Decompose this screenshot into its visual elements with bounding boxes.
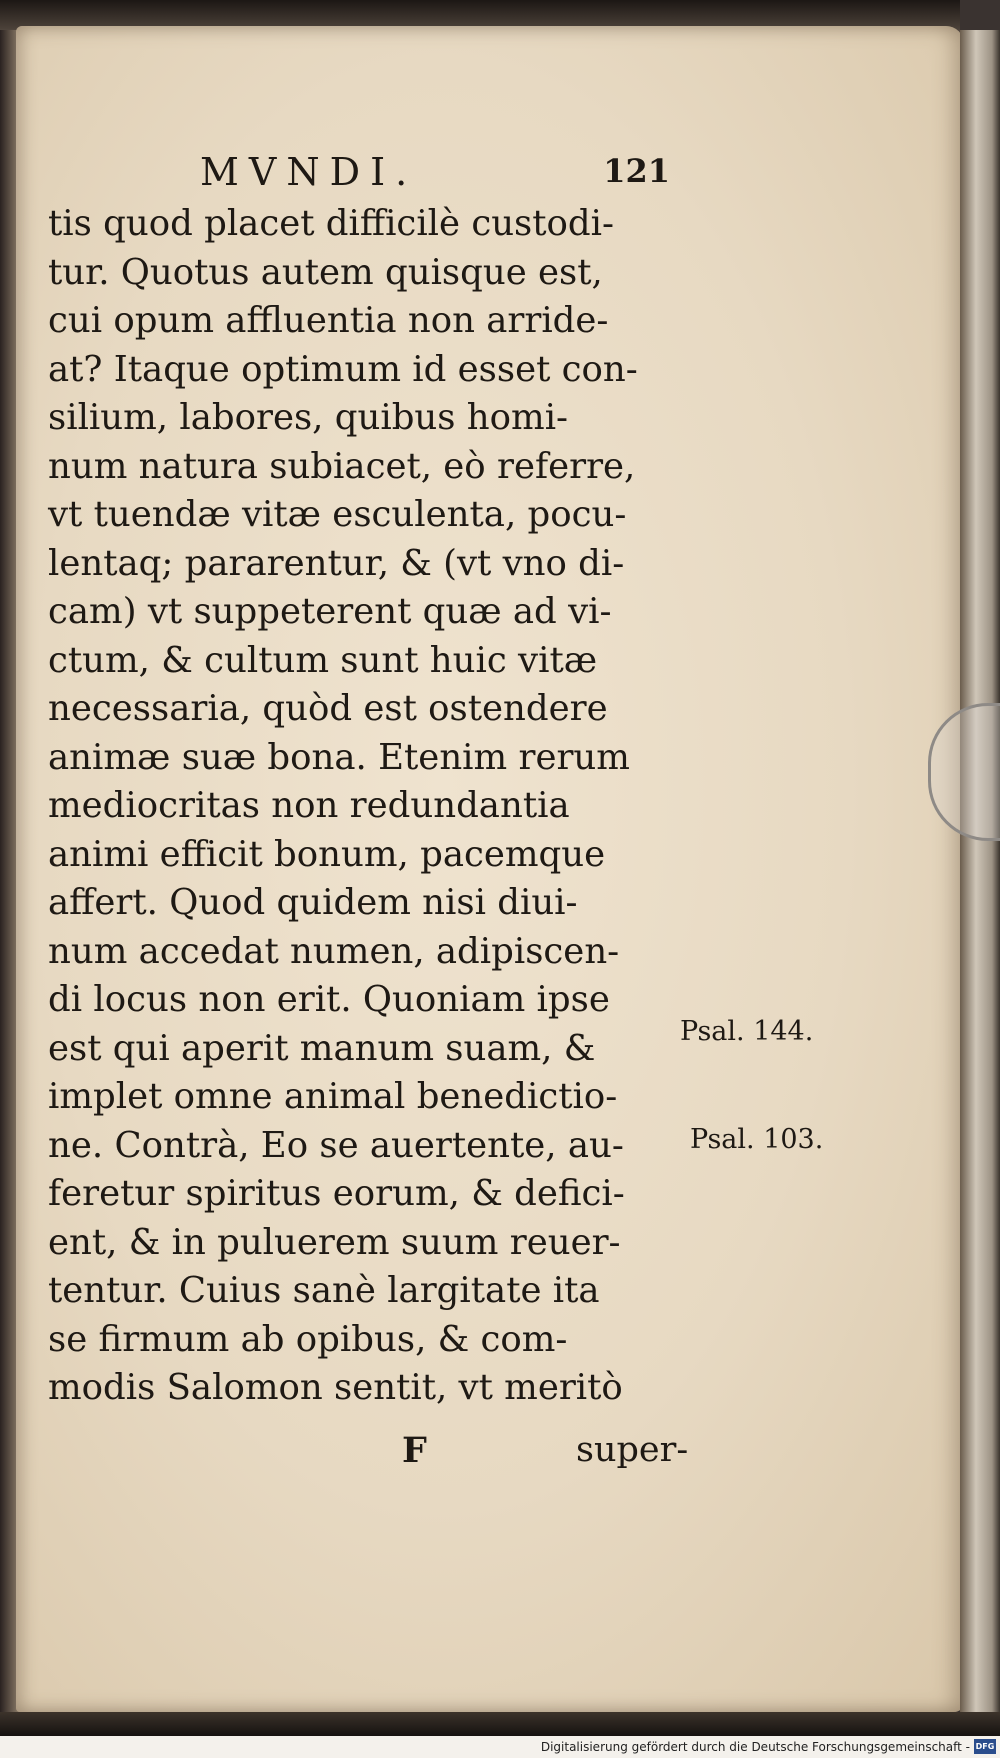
book-right-edge	[960, 30, 1000, 1730]
text-line: lentaq; pararentur, & (vt vno di-	[48, 542, 625, 584]
text-line: ne. Contrà, Eo se auertente, au-	[48, 1124, 624, 1166]
margin-note-psalm-103: Psal. 103.	[690, 1124, 824, 1155]
digitization-credit: Digitalisierung gefördert durch die Deutsche Forschungsgemeinschaft -	[540, 1740, 970, 1754]
page-number: 121	[603, 152, 670, 190]
text-line: animæ suæ bona. Etenim rerum	[48, 736, 630, 778]
text-line: se firmum ab opibus, & com-	[48, 1318, 568, 1360]
text-line: animi efficit bonum, pacemque	[48, 833, 606, 875]
text-line: num accedat numen, adipiscen-	[48, 930, 620, 972]
text-line: feretur spiritus eorum, & defici-	[48, 1173, 625, 1214]
text-line: tis quod placet difficilè custodi-	[48, 203, 614, 244]
text-line: ctum, & cultum sunt huic vitæ	[48, 639, 598, 681]
dfg-logo-icon: DFG	[974, 1739, 996, 1754]
text-line: num natura subiacet, eò referre,	[48, 445, 636, 487]
text-line: modis Salomon sentit, vt meritò	[48, 1367, 623, 1408]
text-line: tentur. Cuius sanè largitate ita	[48, 1270, 600, 1311]
text-line: vt tuendæ vitæ esculenta, pocu-	[48, 494, 627, 535]
text-line: necessaria, quòd est ostendere	[48, 688, 608, 729]
signature-mark: F	[402, 1430, 427, 1471]
text-line: cui opum affluentia non arride-	[48, 300, 609, 341]
text-line: cam) vt suppeterent quæ ad vi-	[48, 591, 612, 632]
catchword: super-	[576, 1430, 689, 1470]
text-line: di locus non erit. Quoniam ipse	[48, 979, 610, 1020]
margin-note-psalm-144: Psal. 144.	[680, 1016, 814, 1047]
text-line: mediocritas non redundantia	[48, 785, 570, 826]
digitization-footer	[0, 1736, 1000, 1758]
book-bottom-edge	[0, 1712, 1000, 1736]
page-header	[200, 150, 670, 198]
text-line: tur. Quotus autem quisque est,	[48, 251, 603, 293]
text-line: implet omne animal benedictio-	[48, 1076, 618, 1117]
text-line: silium, labores, quibus homi-	[48, 397, 569, 438]
text-line: at? Itaque optimum id esset con-	[48, 348, 638, 390]
body-text	[48, 200, 678, 1413]
text-line: affert. Quod quidem nisi diui-	[48, 882, 578, 923]
text-line: est qui aperit manum suam, &	[48, 1027, 596, 1069]
text-line: ent, & in puluerem suum reuer-	[48, 1221, 621, 1263]
running-head: MVNDI.	[200, 150, 418, 194]
